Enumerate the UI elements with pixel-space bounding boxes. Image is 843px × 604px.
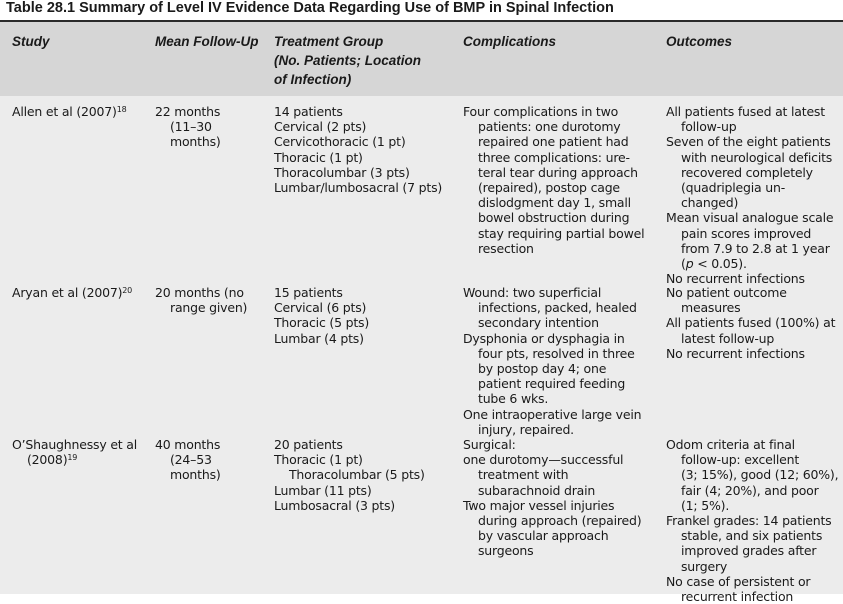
treatment-line: 14 patients <box>274 104 343 119</box>
complications-line: four pts, resolved in three <box>478 345 635 361</box>
header-outcomes: Outcomes <box>666 34 733 49</box>
header-treatment-line: (No. Patients; Location <box>274 53 422 68</box>
complications-line: by vascular approach <box>478 528 609 544</box>
outcomes-line: recurrent infection <box>681 589 794 604</box>
cell-outcomes <box>654 437 843 604</box>
cell-treatment <box>262 437 451 604</box>
outcomes-line: latest follow-up <box>681 330 775 346</box>
complications-line: during approach (repaired) <box>478 513 642 529</box>
cell-complications <box>451 285 654 437</box>
follow-up-line: months) <box>170 134 221 150</box>
complications-line: injury, repaired. <box>478 421 574 437</box>
outcomes-line: (quadriplegia un- <box>681 180 786 196</box>
outcomes-line: No patient outcome <box>666 285 787 300</box>
outcomes-line: All patients fused (100%) at <box>666 315 836 331</box>
complications-line: Dysphonia or dysphagia in <box>463 330 625 346</box>
outcomes-line: improved grades after <box>681 543 817 559</box>
complications-line: subarachnoid drain <box>478 482 596 498</box>
cell-study <box>0 285 143 437</box>
treatment-line: Thoracic (1 pt) <box>274 149 363 165</box>
study-name: O’Shaughnessy et al <box>12 437 138 452</box>
outcomes-line: follow-up: excellent <box>681 452 800 468</box>
treatment-line: Lumbar/lumbosacral (7 pts) <box>274 180 443 196</box>
outcomes-line: from 7.9 to 2.8 at 1 year <box>681 240 830 256</box>
outcomes-text: ( <box>681 256 686 272</box>
treatment-line: Cervical (6 pts) <box>274 300 367 316</box>
complications-line: One intraoperative large vein <box>463 406 642 422</box>
cell-follow-up <box>143 437 262 604</box>
outcomes-line: (3; 15%), good (12; 60%), <box>681 467 839 483</box>
outcomes-line: Odom criteria at final <box>666 437 795 452</box>
complications-line: treatment with <box>478 467 569 483</box>
cell-outcomes <box>654 285 843 437</box>
complications-line: tube 6 wks. <box>478 391 549 407</box>
table-body <box>0 96 843 604</box>
study-name: Aryan et al (2007) <box>12 285 123 300</box>
outcomes-line: (1; 5%). <box>681 497 730 513</box>
follow-up-line: (11–30 <box>170 119 212 135</box>
header-treatment-line: of Infection) <box>274 72 352 87</box>
table-row <box>0 96 843 287</box>
study-name: Allen et al (2007) <box>12 104 117 119</box>
outcomes-line: Frankel grades: 14 patients <box>666 513 832 529</box>
complications-line: bowel obstruction during <box>478 210 630 226</box>
outcomes-italic-p: p <box>685 256 694 272</box>
complications-line: resection <box>478 240 534 256</box>
complications-line: three complications: ure- <box>478 149 630 165</box>
outcomes-line: Seven of the eight patients <box>666 134 831 150</box>
treatment-line: 20 patients <box>274 437 343 452</box>
treatment-line: Lumbar (4 pts) <box>274 330 364 346</box>
outcomes-text: < 0.05). <box>693 256 747 272</box>
complications-line: one durotomy—successful <box>463 452 624 468</box>
outcomes-line: pain scores improved <box>681 225 812 241</box>
outcomes-line: Mean visual analogue scale <box>666 210 834 226</box>
complications-line: Two major vessel injuries <box>463 497 615 513</box>
treatment-line: 15 patients <box>274 285 343 300</box>
table-row <box>0 277 843 437</box>
table-header-row <box>0 22 843 96</box>
treatment-line: Thoracolumbar (3 pts) <box>274 164 410 180</box>
treatment-line: Lumbosacral (3 pts) <box>274 497 395 513</box>
outcomes-line: stable, and six patients <box>681 528 823 544</box>
cell-follow-up <box>143 285 262 437</box>
table-row <box>0 429 843 604</box>
outcomes-line: fair (4; 20%), and poor <box>681 482 819 498</box>
outcomes-line: with neurological deficits <box>681 149 833 165</box>
follow-up-line: months) <box>170 467 221 483</box>
treatment-line: Lumbar (11 pts) <box>274 482 372 498</box>
follow-up-line: 40 months <box>155 437 221 452</box>
cell-follow-up <box>143 104 262 286</box>
header-follow-up: Mean Follow-Up <box>155 34 259 49</box>
outcomes-line <box>666 256 843 271</box>
header-treatment-line: Treatment Group <box>274 34 384 49</box>
cell-complications <box>451 437 654 604</box>
cell-treatment <box>262 285 451 437</box>
reference-number: 20 <box>122 286 133 295</box>
complications-line: Wound: two superficial <box>463 285 602 300</box>
cell-study <box>0 437 143 604</box>
follow-up-line: 22 months <box>155 104 221 119</box>
cell-study <box>0 104 143 286</box>
complications-line: teral tear during approach <box>478 164 638 180</box>
complications-line: Surgical: <box>463 437 516 452</box>
follow-up-line: (24–53 <box>170 452 212 468</box>
complications-line: patient required feeding <box>478 376 626 392</box>
outcomes-line: No case of persistent or <box>666 573 811 589</box>
study-year: (2008) <box>27 452 68 468</box>
complications-line: Four complications in two <box>463 104 619 119</box>
outcomes-line: changed) <box>681 195 739 211</box>
cell-outcomes <box>654 104 843 286</box>
outcomes-line: No recurrent infections <box>666 345 805 361</box>
reference-number: 18 <box>116 105 127 114</box>
complications-line: repaired one patient had <box>478 134 629 150</box>
treatment-line: Cervical (2 pts) <box>274 119 367 135</box>
follow-up-line: 20 months (no <box>155 285 244 300</box>
outcomes-line: No recurrent infections <box>666 271 805 287</box>
outcomes-line: All patients fused at latest <box>666 104 825 119</box>
header-complications: Complications <box>463 34 557 49</box>
table-caption: Table 28.1 Summary of Level IV Evidence Data Regarding Use of BMP in Spinal Infection <box>6 0 614 16</box>
complications-line: secondary intention <box>478 315 599 331</box>
complications-line: (repaired), postop cage <box>478 180 620 196</box>
treatment-line: Thoracic (5 pts) <box>274 315 370 331</box>
complications-line: patients: one durotomy <box>478 119 621 135</box>
reference-number: 19 <box>67 453 78 463</box>
outcomes-line: surgery <box>681 558 728 574</box>
complications-line: by postop day 4; one <box>478 361 607 377</box>
complications-line: surgeons <box>478 543 534 559</box>
cell-complications <box>451 104 654 286</box>
treatment-line: Thoracic (1 pt) <box>274 452 363 468</box>
follow-up-line: range given) <box>170 300 248 316</box>
outcomes-line: recovered completely <box>681 164 813 180</box>
treatment-line: Thoracolumbar (5 pts) <box>289 467 425 483</box>
outcomes-line: measures <box>681 300 741 316</box>
treatment-line: Cervicothoracic (1 pt) <box>274 134 406 150</box>
complications-line: infections, packed, healed <box>478 300 637 316</box>
complications-line: stay requiring partial bowel <box>478 225 645 241</box>
cell-treatment <box>262 104 451 286</box>
complications-line: dislodgment day 1, small <box>478 195 631 211</box>
header-treatment <box>262 22 451 96</box>
outcomes-line: follow-up <box>681 119 737 135</box>
header-study: Study <box>12 34 50 49</box>
